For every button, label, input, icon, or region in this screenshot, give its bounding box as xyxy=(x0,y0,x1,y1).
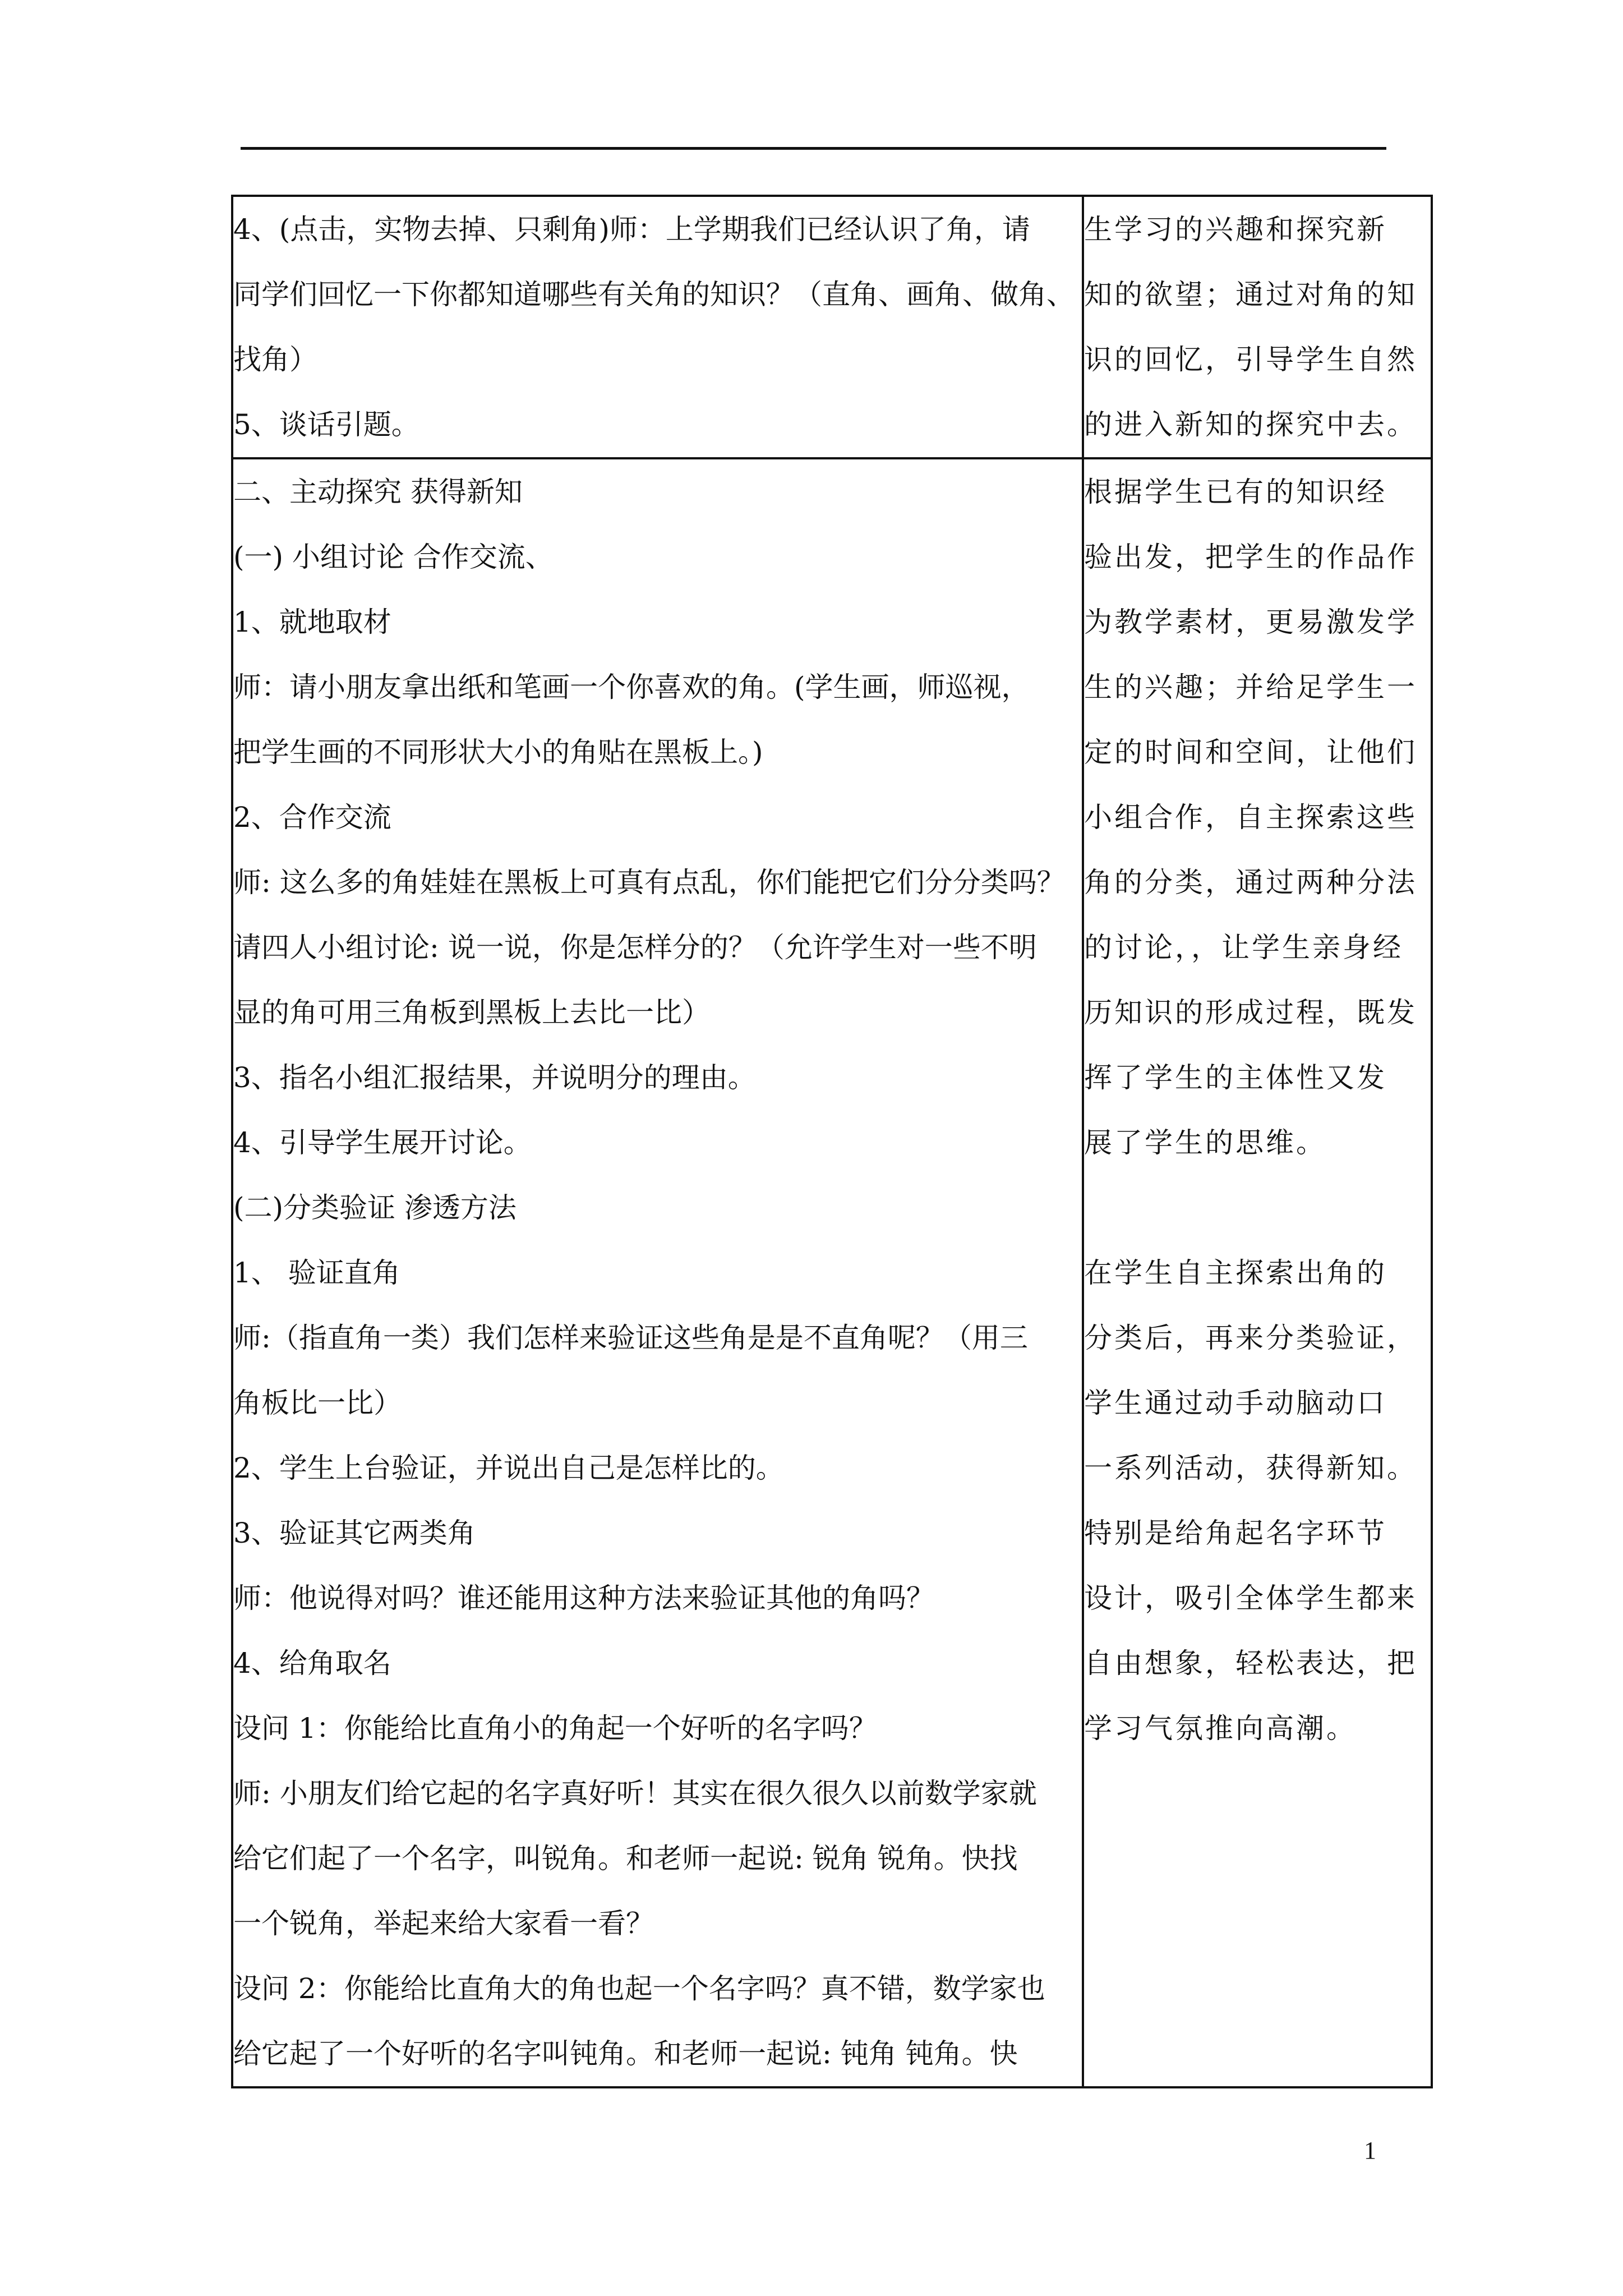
text-line: 3、指名小组汇报结果，并说明分的理由。 xyxy=(233,1061,756,1094)
text-line: 生学习的兴趣和探究新 xyxy=(1084,213,1387,246)
text-line: 请四人小组讨论: 说一说，你是怎样分的？（允许学生对一些不明 xyxy=(233,931,1037,964)
text-line: 特别是给角起名字环节 xyxy=(1084,1517,1387,1549)
text-line: 知的欲望；通过对角的知 xyxy=(1084,278,1417,311)
table-row xyxy=(232,458,1432,2087)
lesson-plan-table xyxy=(231,195,1433,2088)
text-line: 4、(点击，实物去掉、只剩角)师：上学期我们已经认识了角，请 xyxy=(233,213,1030,246)
text-line: 角板比一比） xyxy=(233,1387,402,1419)
text-line: 2、合作交流 xyxy=(233,801,391,834)
text-line: 把学生画的不同形状大小的角贴在黑板上。) xyxy=(233,736,763,769)
page-number: 1 xyxy=(1364,2137,1376,2164)
text-line: 的进入新知的探究中去。 xyxy=(1084,408,1417,441)
text-line: 自由想象，轻松表达，把 xyxy=(1084,1647,1417,1680)
text-line: 为教学素材，更易激发学 xyxy=(1084,606,1417,638)
text-line: 在学生自主探索出角的 xyxy=(1084,1257,1387,1289)
subsection-heading: (二)分类验证 渗透方法 xyxy=(233,1191,517,1224)
text-line: 师: 这么多的角娃娃在黑板上可真有点乱，你们能把它们分分类吗？ xyxy=(233,866,1065,899)
text-line: 给它起了一个好听的名字叫钝角。和老师一起说: 钝角 钝角。快 xyxy=(233,2037,1018,2070)
text-line: 根据学生已有的知识经 xyxy=(1084,476,1387,508)
text-line: 的讨论，，让学生亲身经 xyxy=(1084,931,1403,964)
text-line: 师: 小朋友们给它起的名字真好听！其实在很久很久以前数学家就 xyxy=(233,1777,1037,1810)
text-line: 设问 1：你能给比直角小的角起一个好听的名字吗？ xyxy=(233,1712,877,1745)
text-line: 挥了学生的主体性又发 xyxy=(1084,1061,1387,1094)
header-rule xyxy=(241,147,1386,150)
text-line: 一个锐角，举起来给大家看一看？ xyxy=(233,1907,654,1940)
spacer xyxy=(1084,1175,1431,1240)
text-line: 显的角可用三角板到黑板上去比一比） xyxy=(233,996,710,1029)
text-line: 学生通过动手动脑动口 xyxy=(1084,1387,1387,1419)
text-line: 验出发，把学生的作品作 xyxy=(1084,541,1417,573)
text-line: 分类后，再来分类验证， xyxy=(1084,1322,1417,1354)
text-line: 师:（指直角一类）我们怎样来验证这些角是是不直角呢？（用三 xyxy=(233,1322,1028,1354)
text-line: 生的兴趣；并给足学生一 xyxy=(1084,671,1417,703)
design-intent-cell xyxy=(1083,196,1432,458)
text-line: 4、引导学生展开讨论。 xyxy=(233,1126,532,1159)
teaching-process-cell xyxy=(232,196,1083,458)
text-line: 1、就地取材 xyxy=(233,606,391,638)
text-line: 5、谈话引题。 xyxy=(233,408,419,441)
text-line: 小组合作，自主探索这些 xyxy=(1084,801,1417,834)
text-line: 1、 验证直角 xyxy=(233,1257,400,1289)
text-line: 识的回忆，引导学生自然 xyxy=(1084,343,1417,376)
design-intent-cell xyxy=(1083,458,1432,2087)
text-line: 设问 2：你能给比直角大的角也起一个名字吗？真不错，数学家也 xyxy=(233,1972,1045,2005)
text-line: 定的时间和空间，让他们 xyxy=(1084,736,1417,769)
text-line: 同学们回忆一下你都知道哪些有关角的知识？（直角、画角、做角、 xyxy=(233,278,1075,311)
table-row xyxy=(232,196,1432,458)
text-line: 师：他说得对吗？谁还能用这种方法来验证其他的角吗？ xyxy=(233,1582,934,1614)
section-heading: 二、主动探究 获得新知 xyxy=(233,476,523,508)
text-line: 一系列活动，获得新知。 xyxy=(1084,1452,1417,1484)
text-line: 3、验证其它两类角 xyxy=(233,1517,476,1549)
text-line: 找角） xyxy=(233,343,317,376)
teaching-process-cell xyxy=(232,458,1083,2087)
text-line: 学习气氛推向高潮。 xyxy=(1084,1712,1357,1745)
text-line: 设计，吸引全体学生都来 xyxy=(1084,1582,1417,1614)
text-line: 历知识的形成过程，既发 xyxy=(1084,996,1417,1029)
text-line: 师：请小朋友拿出纸和笔画一个你喜欢的角。(学生画，师巡视， xyxy=(233,671,1030,703)
text-line: 展了学生的思维。 xyxy=(1084,1126,1326,1159)
text-line: 4、给角取名 xyxy=(233,1647,391,1680)
text-line: 角的分类，通过两种分法 xyxy=(1084,866,1417,899)
subsection-heading: (一) 小组讨论 合作交流、 xyxy=(233,541,554,573)
text-line: 给它们起了一个名字，叫锐角。和老师一起说: 锐角 锐角。快找 xyxy=(233,1842,1018,1875)
text-line: 2、学生上台验证，并说出自己是怎样比的。 xyxy=(233,1452,784,1484)
